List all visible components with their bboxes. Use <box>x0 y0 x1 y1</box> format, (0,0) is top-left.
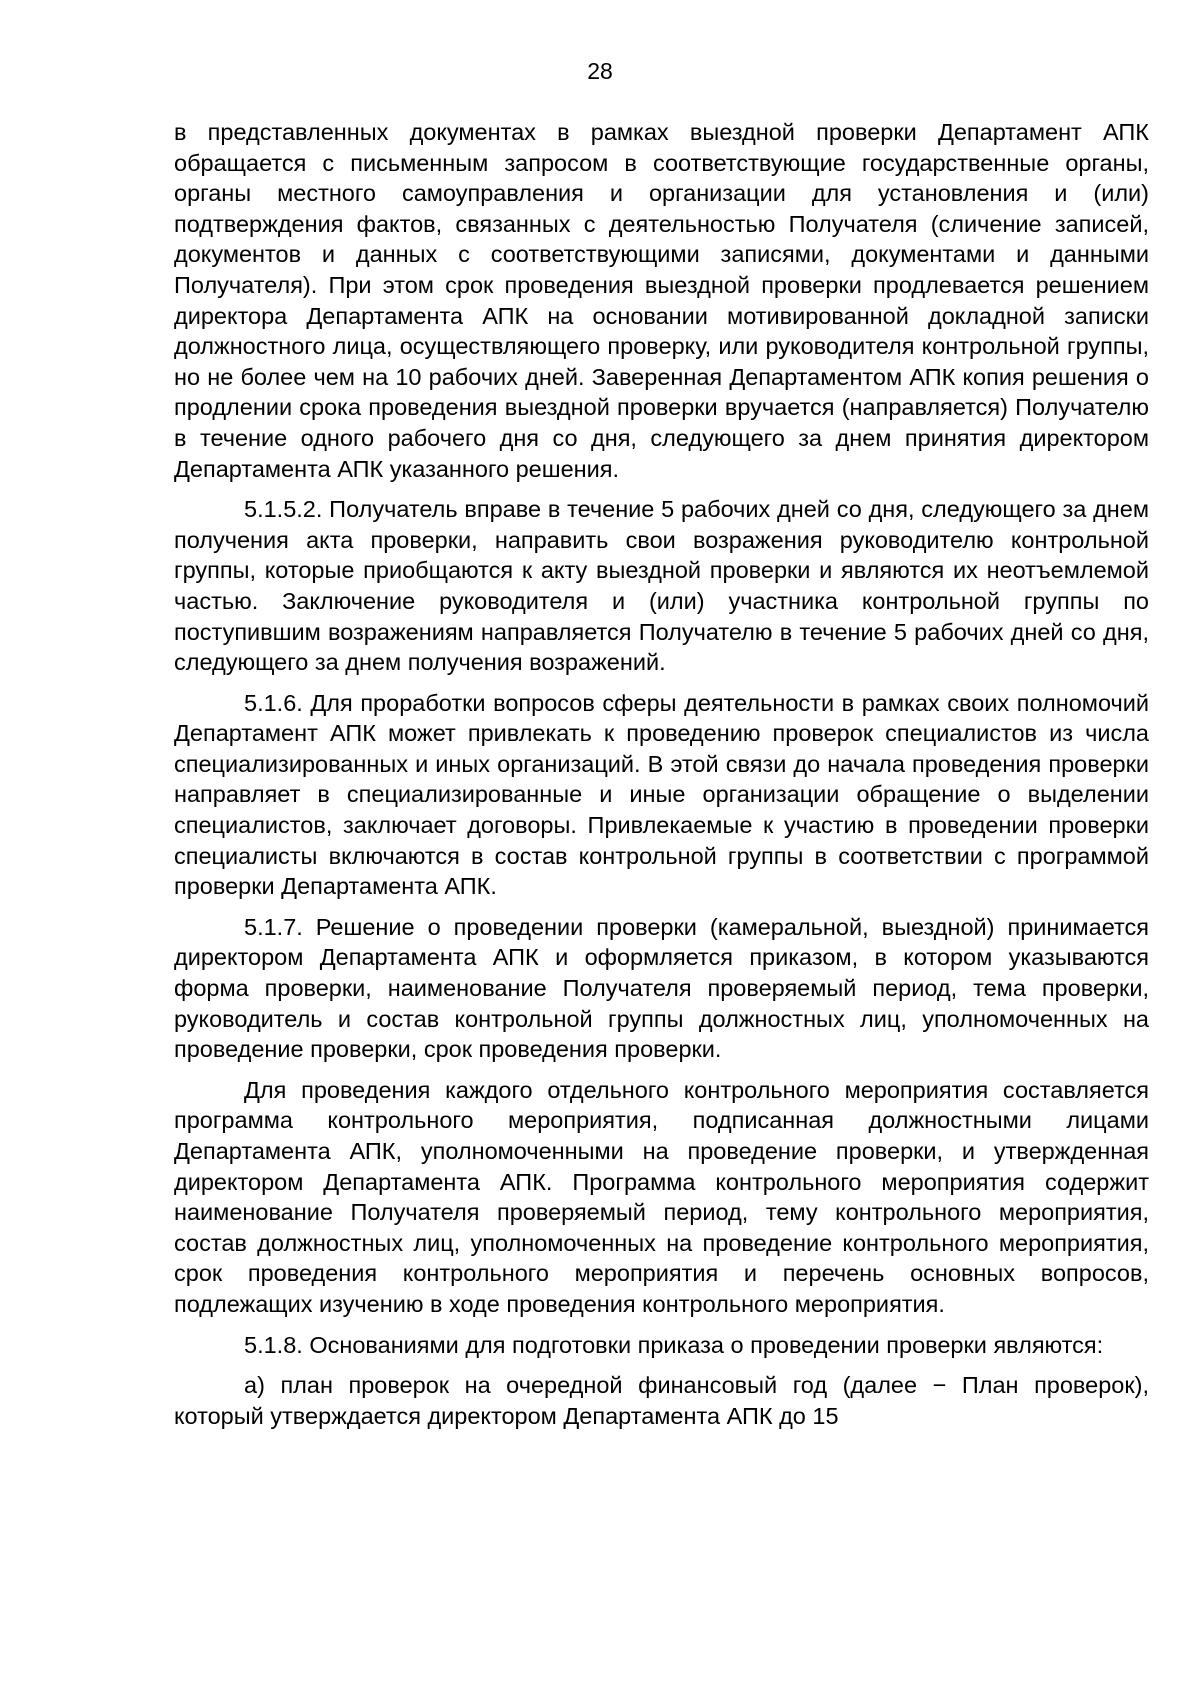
paragraph-program: Для проведения каждого отдельного контрольного мероприятия составляется программа контрольного мероприятия, подписанная должностными лицами Департамента АПК, уполномоченными на проведение проверки, и утвержденная директором Департамента АПК. Программа контрольного мероприятия содержит наименование Получателя проверяемый период, тему контрольного мероприятия, состав должностных лиц, уполномоченных на проведение контрольного мероприятия, срок проведения контрольного мероприятия и перечень основных вопросов, подлежащих изучению в ходе проведения контрольного мероприятия. <box>174 1076 1149 1317</box>
paragraph-5-1-7: 5.1.7. Решение о проведении проверки (камеральной, выездной) принимается директором Департамента АПК и оформляется приказом, в котором указываются форма проверки, наименование Получателя проверяемый период, тема проверки, руководитель и состав контрольной группы должностных лиц, уполномоченных на проведение проверки, срок проведения проверки. <box>174 913 1149 1063</box>
page-number: 28 <box>587 58 613 84</box>
paragraph-5-1-5-2: 5.1.5.2. Получатель вправе в течение 5 рабочих дней со дня, следующего за днем получения акта проверки, направить свои возражения руководителю контрольной группы, которые приобщаются к акту выездной проверки и являются их неотъемлемой частью. Заключение руководителя и (или) участника контрольной группы по поступившим возражениям направляется Получателю в течение 5 рабочих дней со дня, следующего за днем получения возражений. <box>174 496 1149 676</box>
paragraph-5-1-6: 5.1.6. Для проработки вопросов сферы деятельности в рамках своих полномочий Департамент АПК может привлекать к проведению проверок специалистов из числа специализированных и иных организаций. В этой связи до начала проведения проверки направляет в специализированные и иные организации обращение о выделении специалистов, заключает договоры. Привлекаемые к участию в проведении проверки специалисты включаются в состав контрольной группы в соответствии с программой проверки Департамента АПК. <box>174 689 1149 900</box>
paragraph-item-a: а) план проверок на очередной финансовый год (далее − План проверок), который утверждается директором Департамента АПК до 15 <box>174 1372 1149 1429</box>
paragraph-5-1-8: 5.1.8. Основаниями для подготовки приказа о проведении проверки являются: <box>244 1331 1104 1358</box>
paragraph-continuation: в представленных документах в рамках выездной проверки Департамент АПК обращается с письменным запросом в соответствующие государственные органы, органы местного самоуправления и организации для установления и (или) подтверждения фактов, связанных с деятельностью Получателя (сличение записей, документов и данных с соответствующими записями, документами и данными Получателя). При этом срок проведения выездной проверки продлевается решением директора Департамента АПК на основании мотивированной докладной записки должностного лица, осуществляющего проверку, или руководителя контрольной группы, но не более чем на 10 рабочих дней. Заверенная Департаментом АПК копия решения о продлении срока проведения выездной проверки вручается (направляется) Получателю в течение одного рабочего дня со дня, следующего за днем принятия директором Департамента АПК указанного решения. <box>174 119 1149 482</box>
document-body <box>174 117 1149 1441</box>
